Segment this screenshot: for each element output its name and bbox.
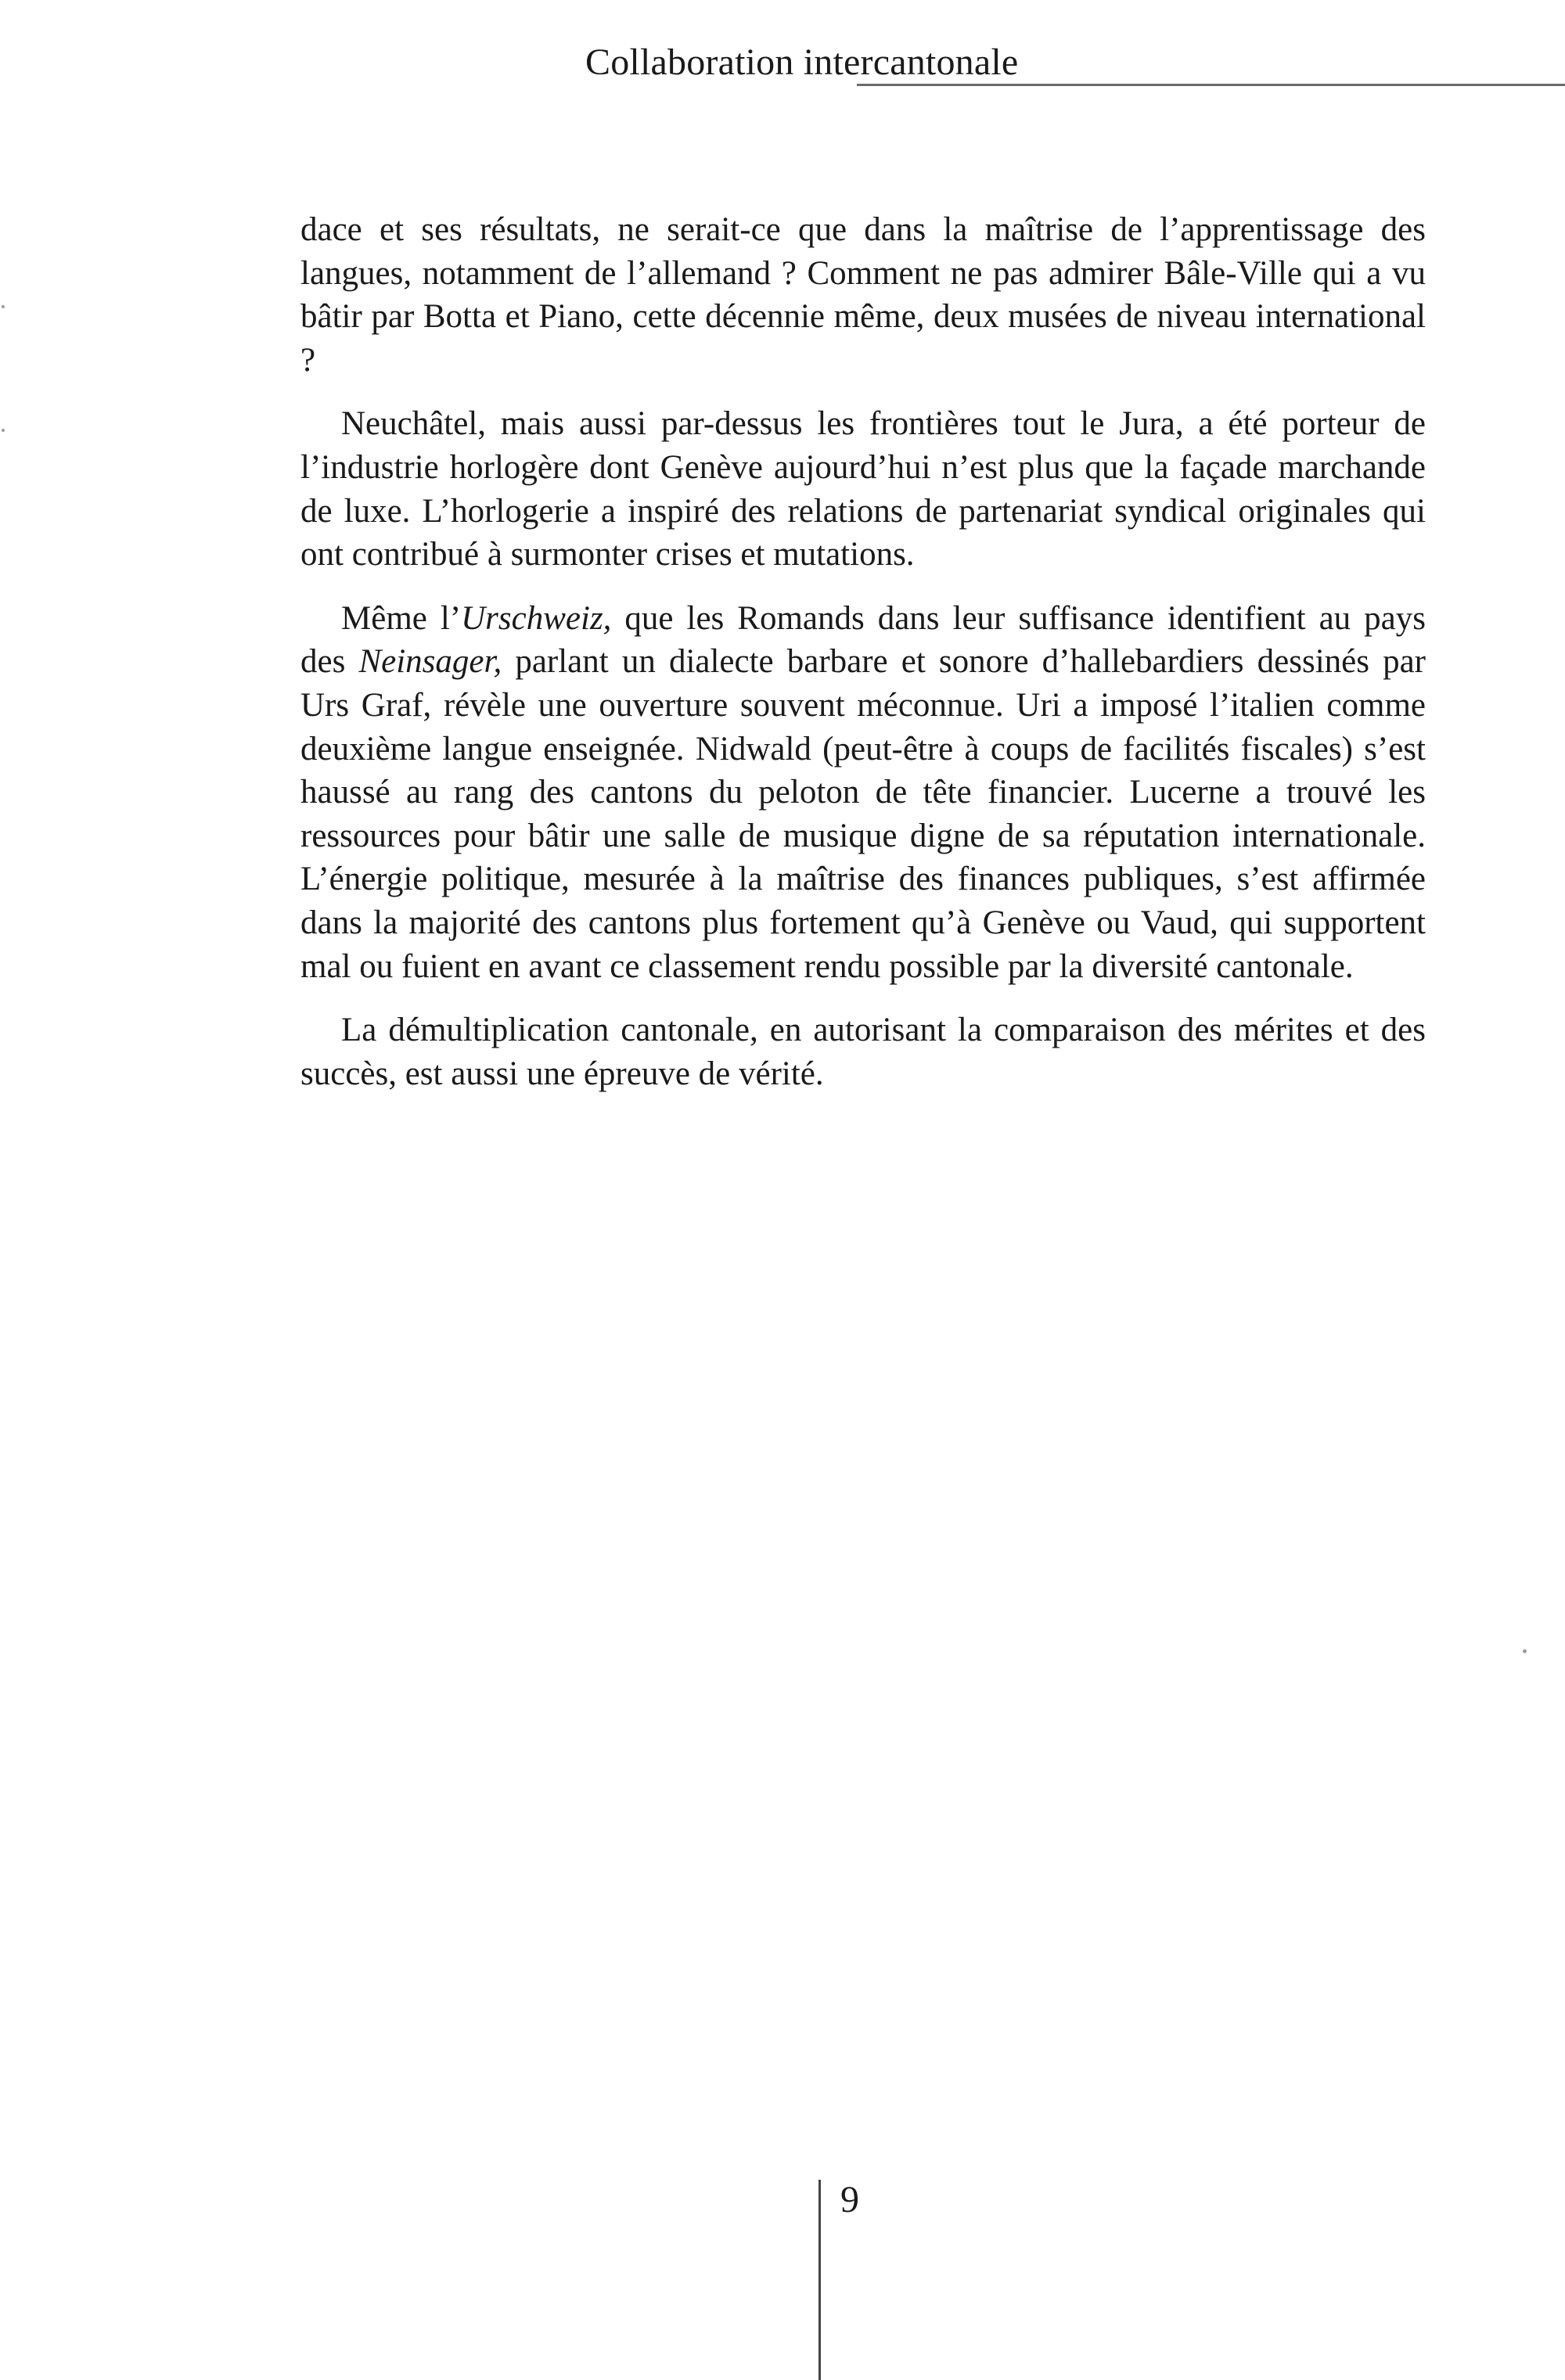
paragraph-3 (300, 597, 1426, 988)
folio-rule (818, 2180, 821, 2380)
paragraph-4: La démultiplication cantonale, en autorisant la comparaison des mérites et des succès, est aussi une épreuve de vérité. (300, 1012, 1426, 1092)
scan-speck (2, 429, 5, 432)
body-text (300, 208, 1426, 1116)
paragraph-3-text-c: parlant un dialecte barbare et sonore d’hallebardiers dessinés par Urs Graf, révèle une ouverture souvent méconnue. Uri a imposé l’italien comme deuxième langue enseignée. Nidwald (peut-être à coups de facilités fiscales) s’est haussé au rang des cantons du peloton de tête financier. Lucerne a trouvé les ressources pour bâtir une salle de musique digne de sa réputation internationale. L’énergie politique, mesurée à la maîtrise des finances publiques, s’est affirmée dans la majorité des cantons plus fortement qu’à Genève ou Vaud, qui supportent mal ou fuient en avant ce classement rendu possible par la diversité cantonale. (300, 643, 1426, 985)
scan-speck (1523, 1649, 1527, 1653)
scan-speck (2, 305, 5, 308)
term-urschweiz: Urschweiz, (461, 599, 612, 637)
paragraph-2: Neuchâtel, mais aussi par-dessus les frontières tout le Jura, a été porteur de l’industrie horlogère dont Genève aujourd’hui n’est plus que la façade marchande de luxe. L’horlogerie a inspiré des relations de partenariat syndical originales qui ont contribué à surmonter crises et mutations. (300, 405, 1426, 573)
paragraph-3-text-b: que les Romands dans leur suffisance identifient au pays des (300, 599, 1426, 681)
page-number: 9 (840, 2179, 859, 2220)
term-neinsager: Neinsager, (358, 643, 502, 681)
paragraph-1: dace et ses résultats, ne serait-ce que dans la maîtrise de l’apprentissage des langues, notamment de l’allemand ? Comment ne pas admirer Bâle-Ville qui a vu bâtir par Botta et Piano, cette décennie même, deux musées de niveau international ? (300, 211, 1426, 379)
paragraph-3-text-a: Même l’ (341, 599, 462, 637)
running-head-rule (857, 84, 1565, 86)
running-head-title: Collaboration intercantonale (585, 41, 1019, 83)
